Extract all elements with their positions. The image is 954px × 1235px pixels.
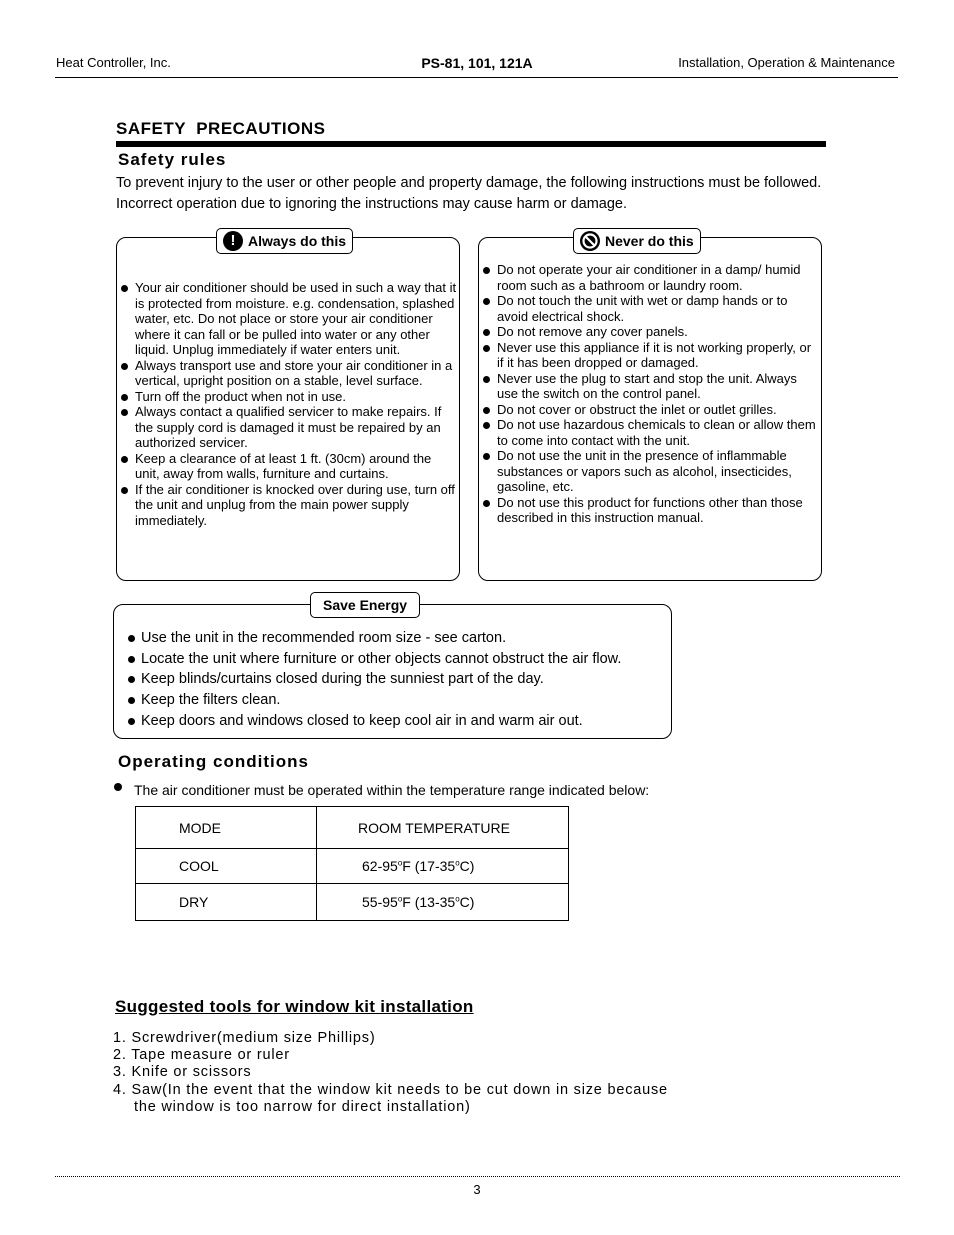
table-row <box>136 849 569 884</box>
header-doc-type: Installation, Operation & Maintenance <box>678 55 895 70</box>
save-energy-list <box>127 628 667 732</box>
mode-cell: COOL <box>136 849 317 884</box>
footer-rule <box>55 1176 900 1177</box>
list-item: Locate the unit where furniture or other objects cannot obstruct the air flow. <box>127 649 667 670</box>
table-row <box>136 884 569 921</box>
safety-rules-intro: To prevent injury to the user or other people and property damage, the following instructions must be followed. Incorrect operation due to ignoring the instructions may cause harm or damage. <box>116 175 822 212</box>
list-item: If the air conditioner is knocked over during use, turn off the unit and unplug from the main power supply immediately. <box>120 482 458 529</box>
list-item: Do not cover or obstruct the inlet or outlet grilles. <box>482 402 820 418</box>
save-energy-label <box>310 592 420 618</box>
list-item: 3. Knife or scissors <box>113 1064 252 1081</box>
header-mode: MODE <box>136 807 317 849</box>
never-label <box>573 228 701 254</box>
bullet <box>114 783 122 791</box>
mode-cell: DRY <box>136 884 317 921</box>
list-item: Keep doors and windows closed to keep cool air in and warm air out. <box>127 711 667 732</box>
list-item: Always transport use and store your air conditioner in a vertical, upright position on a stable, level surface. <box>120 358 458 389</box>
temperature-cell: 55-95$^o$F (13-35$^o$C) <box>317 884 569 921</box>
list-item: Always contact a qualified servicer to make repairs. If the supply cord is damaged it must be repaired by an authorized servicer. <box>120 404 458 451</box>
list-item: the window is too narrow for direct installation) <box>134 1098 471 1115</box>
always-label <box>216 228 353 254</box>
header-rule <box>55 77 898 78</box>
temperature-table <box>135 806 569 921</box>
page-number: 3 <box>473 1182 481 1197</box>
tools-title: Suggested tools for window kit installation <box>115 997 474 1016</box>
list-item: Keep the filters clean. <box>127 690 667 711</box>
operating-note: The air conditioner must be operated within the temperature range indicated below: <box>134 782 650 798</box>
list-item: 4. Saw(In the event that the window kit needs to be cut down in size because <box>113 1081 668 1098</box>
exclamation-icon: ! <box>223 231 243 251</box>
temperature-cell: 62-95$^o$F (17-35$^o$C) <box>317 849 569 884</box>
header-room-temperature: ROOM TEMPERATURE <box>317 807 569 849</box>
always-list <box>120 280 458 528</box>
list-item: Do not operate your air conditioner in a damp/ humid room such as a bathroom or laundry room. <box>482 262 820 293</box>
list-item: Do not touch the unit with wet or damp hands or to avoid electrical shock. <box>482 293 820 324</box>
never-list <box>482 262 820 526</box>
always-label-text: Always do this <box>248 233 347 249</box>
list-item: Do not remove any cover panels. <box>482 324 820 340</box>
list-item: Keep a clearance of at least 1 ft. (30cm) around the unit, away from walls, furniture and curtains. <box>120 451 458 482</box>
list-item: Keep blinds/curtains closed during the sunniest part of the day. <box>127 669 667 690</box>
save-energy-label-text: Save Energy <box>323 597 408 613</box>
never-label-text: Never do this <box>605 233 694 249</box>
safety-rules-title: Safety rules <box>118 150 227 169</box>
list-item: Your air conditioner should be used in such a way that it is protected from moisture. e.g. condensation, splashed water, etc. Do not place or store your air conditioner where it can fall or be pulled into water or any other liquid. Unplug immediately if water enters unit. <box>120 280 458 358</box>
list-item: 1. Screwdriver(medium size Phillips) <box>113 1030 376 1046</box>
header-company: Heat Controller, Inc. <box>56 55 171 70</box>
list-item: Do not use hazardous chemicals to clean or allow them to come into contact with the unit. <box>482 417 820 448</box>
list-item: Do not use this product for functions other than those described in this instruction manual. <box>482 495 820 526</box>
header-model: PS-81, 101, 121A <box>421 55 533 71</box>
table-header-row <box>136 807 569 849</box>
list-item: Do not use the unit in the presence of inflammable substances or vapors such as alcohol, insecticides, gasoline, etc. <box>482 448 820 495</box>
prohibited-icon <box>580 231 600 251</box>
section-rule <box>116 141 826 147</box>
tools-list <box>113 1030 813 1116</box>
list-item: Turn off the product when not in use. <box>120 389 458 405</box>
list-item: Never use this appliance if it is not working properly, or if it has been dropped or damaged. <box>482 340 820 371</box>
list-item: Never use the plug to start and stop the unit. Always use the switch on the control panel. <box>482 371 820 402</box>
list-item: Use the unit in the recommended room size - see carton. <box>127 628 667 649</box>
list-item: 2. Tape measure or ruler <box>113 1047 290 1064</box>
operating-title: Operating conditions <box>118 752 309 771</box>
section-title: SAFETY PRECAUTIONS <box>116 119 326 138</box>
